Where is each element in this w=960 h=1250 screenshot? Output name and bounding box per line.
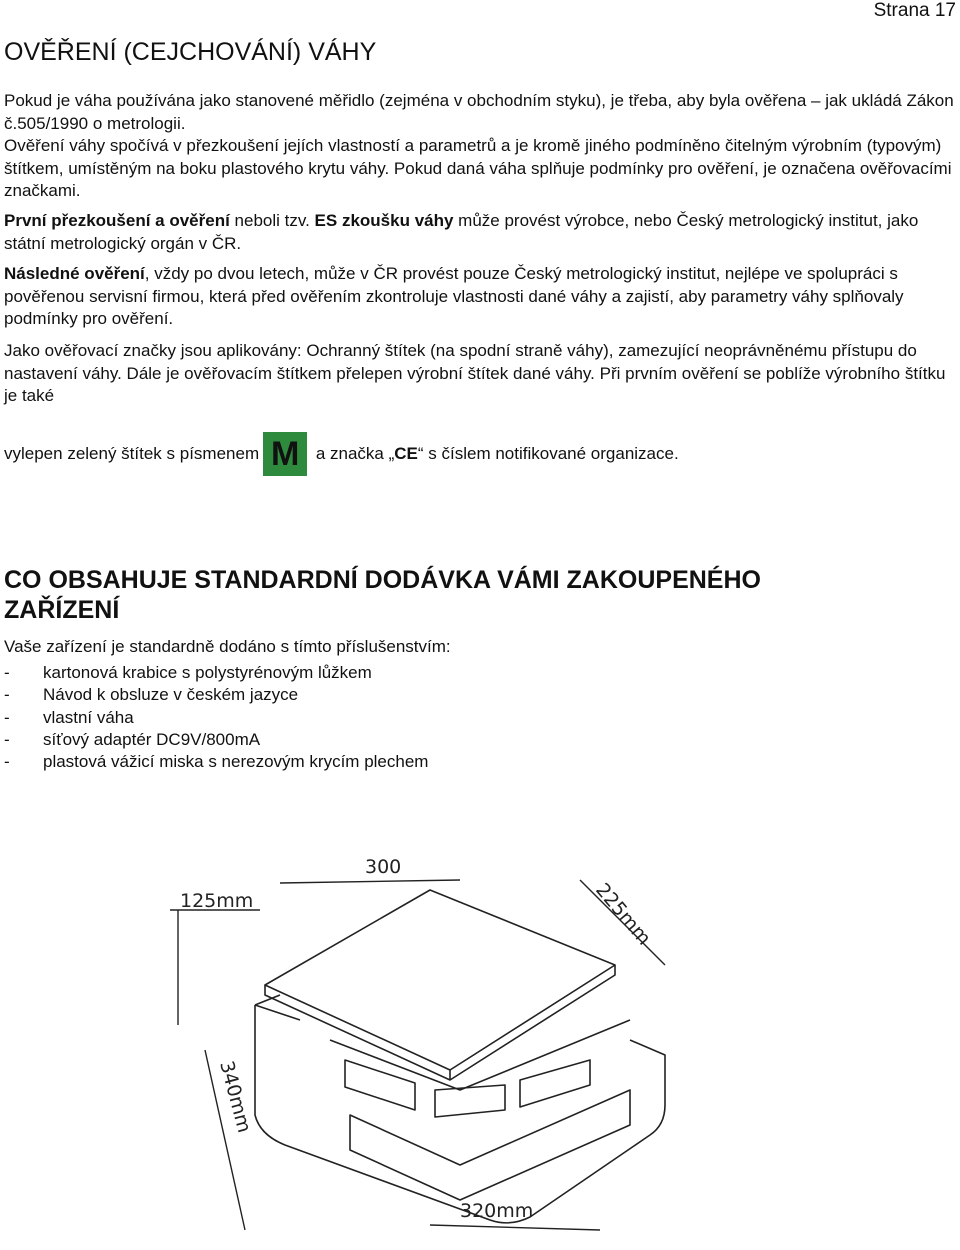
list-item-text: vlastní váha: [43, 707, 134, 727]
list-item: [4, 707, 428, 729]
green-label-text-before: vylepen zelený štítek s písmenem: [4, 444, 260, 463]
display-window-2: [435, 1085, 505, 1117]
first-verification-text2: může provést výrobce, nebo Český metrologický institut, jako státní metrologický orgán v ČR.: [4, 211, 919, 253]
scale-platform-edge: [265, 965, 615, 1080]
list-item-text: kartonová krabice s polystyrénovým lůžkem: [43, 663, 372, 682]
list-item: [4, 662, 428, 684]
scale-platform-top: [265, 890, 615, 1070]
dimension-125mm: 125mm: [180, 890, 254, 912]
list-item-text: síťový adaptér DC9V/800mA: [43, 729, 261, 749]
display-window-1: [345, 1060, 415, 1110]
package-list: [4, 662, 428, 773]
list-dash: -: [4, 685, 10, 705]
section-title-verification: OVĚŘENÍ (CEJCHOVÁNÍ) VÁHY: [4, 38, 377, 66]
list-item: [4, 751, 428, 773]
scale-drawing: [255, 890, 665, 1223]
list-item-text: plastová vážicí miska s nerezovým krycím plechem: [43, 752, 429, 772]
ce-mark-text: CE: [394, 444, 418, 463]
dimension-340mm: 340mm: [215, 1058, 256, 1136]
list-dash: -: [4, 729, 10, 749]
list-dash: -: [4, 707, 10, 727]
metrology-m-badge: M: [263, 432, 307, 476]
paragraph-intro: Pokud je váha používána jako stanovené měřidlo (zejména v obchodním styku), je třeba, aby byla ověřena – jak ukládá Zákon č.505/1990 o metrologii.: [4, 91, 954, 133]
list-item-text: Návod k obsluze v českém jazyce: [43, 685, 299, 705]
display-window-3: [520, 1060, 590, 1107]
package-intro: Vaše zařízení je standardně dodáno s tímto příslušenstvím:: [4, 637, 451, 656]
paragraph-subsequent-verification: [4, 263, 954, 331]
paragraph-first-verification: [4, 210, 954, 255]
list-dash: -: [4, 663, 10, 682]
paragraph-green-label: [4, 432, 954, 476]
subsequent-verification-text: , vždy po dvou letech, může v ČR provést pouze Český metrologický institut, nejlépe ve spolupráci s pověřenou servisní firmou, která před ověřením zkontroluje vlastnosti dané váhy a zajistí, aby parametry váhy splňovaly podmínky pro ověření.: [4, 264, 904, 328]
green-label-text-after: “ s číslem notifikované organizace.: [417, 444, 679, 463]
es-test-bold: ES zkoušku váhy: [314, 211, 454, 230]
paragraph-verification-marks: Jako ověřovací značky jsou aplikovány: Ochranný štítek (na spodní straně váhy), zamezující neoprávněnému přístupu do nastavení váhy. Dále je ověřovacím štítkem přelepen výrobní štítek dané váhy. Při prvním ověření se poblíže výrobního štítku je také: [4, 341, 946, 405]
list-item: [4, 684, 428, 706]
subsequent-verification-bold: Následné ověření: [4, 264, 145, 283]
green-label-text-mid: a značka „: [311, 444, 395, 463]
paragraph-verification: Ověření váhy spočívá v přezkoušení jejích vlastností a parametrů a je kromě jiného podmíněno čitelným výrobním (typovým) štítkem, umístěným na boku plastového krytu váhy. Pokud daná váha splňuje podmínky pro ověření, je označena ověřovacími značkami.: [4, 136, 952, 200]
dimension-300: 300: [365, 856, 402, 878]
first-verification-text1: neboli tzv.: [229, 211, 315, 230]
first-verification-bold: První přezkoušení a ověření: [4, 211, 230, 230]
list-dash: -: [4, 752, 10, 772]
list-item: [4, 729, 428, 751]
section-title-package-contents: CO OBSAHUJE STANDARDNÍ DODÁVKA VÁMI ZAKOUPENÉHO ZAŘÍZENÍ: [4, 566, 761, 624]
dimension-225mm: 225mm: [591, 879, 656, 950]
dimension-320mm: 320mm: [460, 1200, 534, 1222]
page-number: Strana 17: [873, 0, 956, 21]
scale-dimension-diagram: [160, 835, 680, 1235]
